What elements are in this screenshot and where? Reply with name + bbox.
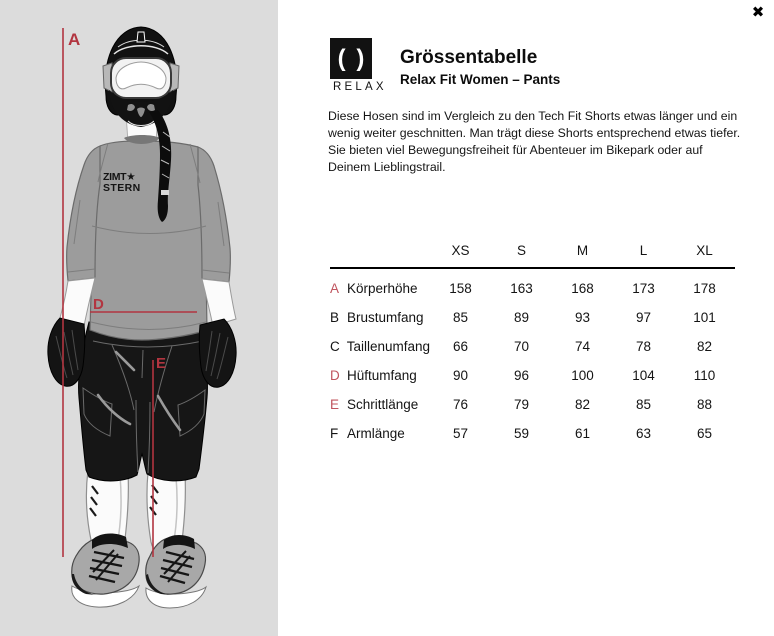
description-line: Deinem Lieblingstrail. (328, 160, 446, 174)
measure-value: 70 (513, 339, 530, 354)
jersey-logo-line2: STERN (103, 182, 141, 194)
jersey-logo-line1: ZIMT★ (103, 171, 136, 183)
measure-label: Taillenumfang (346, 339, 431, 354)
measure-value: 168 (571, 281, 594, 296)
measure-label: Körperhöhe (347, 281, 418, 296)
size-col-header: XS (451, 243, 470, 258)
measure-key: D (330, 368, 340, 383)
measure-value: 79 (513, 397, 530, 412)
measure-value: 90 (452, 368, 469, 383)
measure-label-e: E (156, 355, 167, 372)
figure-panel (0, 0, 278, 636)
description-line: Diese Hosen sind im Vergleich zu den Tech Fit Shorts etwas länger und ein (328, 109, 738, 123)
measure-value: 88 (696, 397, 713, 412)
measure-value: 104 (632, 368, 655, 383)
measure-cell (330, 310, 430, 325)
measure-label-d: D (93, 296, 104, 313)
measure-value: 65 (696, 426, 713, 441)
description-line: wenig weiter geschnitten. Man trägt diese Shorts entsprechend etwas tiefer. (328, 126, 741, 140)
measure-value: 66 (452, 339, 469, 354)
measure-value: 163 (510, 281, 533, 296)
size-col-header: XL (696, 243, 713, 258)
page-title: Grössentabelle (400, 47, 538, 68)
measure-cell (330, 368, 430, 383)
size-table-row (330, 390, 735, 419)
close-icon: ✖ (751, 4, 765, 21)
figure-sneakers (72, 534, 206, 608)
figure-jersey (67, 135, 231, 340)
measure-value: 93 (574, 310, 591, 325)
brand-logo (330, 38, 387, 93)
brand-logo-square (330, 38, 372, 79)
size-table-divider (330, 267, 735, 269)
measure-value: 96 (513, 368, 530, 383)
measure-label: Schrittlänge (347, 397, 419, 412)
measure-key: C (330, 339, 340, 354)
measure-value: 100 (571, 368, 594, 383)
measure-label: Armlänge (347, 426, 405, 441)
size-col-header: S (516, 243, 526, 258)
measure-value: 97 (635, 310, 652, 325)
size-table-row (330, 361, 735, 390)
measure-key: E (330, 397, 340, 412)
size-table (330, 240, 735, 448)
brand-parentheses-icon: ( ) (337, 44, 367, 72)
description-line: Sie bieten viel Bewegungsfreiheit für Abenteuer im Bikepark oder auf (328, 143, 703, 157)
figure-shorts (79, 322, 208, 481)
measure-cell (330, 281, 430, 296)
size-table-header (330, 240, 735, 264)
measure-value: 110 (693, 368, 716, 383)
description (328, 108, 740, 176)
measure-value: 85 (452, 310, 469, 325)
brand-logo-text: RELAX (333, 81, 387, 93)
size-table-row (330, 274, 735, 303)
measure-value: 82 (574, 397, 591, 412)
measure-value: 78 (635, 339, 652, 354)
size-table-row (330, 419, 735, 448)
measure-cell (330, 339, 430, 354)
measure-value: 173 (632, 281, 655, 296)
page-subtitle: Relax Fit Women – Pants (400, 72, 561, 87)
measure-value: 101 (693, 310, 716, 325)
size-col-header: M (576, 243, 589, 258)
measure-label: Hüftumfang (347, 368, 417, 383)
measure-value: 158 (449, 281, 472, 296)
measure-value: 61 (574, 426, 591, 441)
measure-label: Brustumfang (347, 310, 424, 325)
measure-value: 89 (513, 310, 530, 325)
size-figure-illustration (0, 0, 278, 636)
measure-value: 76 (452, 397, 469, 412)
measure-value: 85 (635, 397, 652, 412)
measure-value: 59 (513, 426, 530, 441)
measure-value: 74 (574, 339, 591, 354)
measure-key: A (330, 281, 340, 296)
size-table-body (330, 274, 735, 448)
measure-cell (330, 397, 430, 412)
measure-value: 82 (696, 339, 713, 354)
measure-key: B (330, 310, 340, 325)
measure-value: 63 (635, 426, 652, 441)
size-table-row (330, 303, 735, 332)
measure-label-a: A (68, 30, 81, 49)
size-table-row (330, 332, 735, 361)
measure-value: 57 (452, 426, 469, 441)
size-col-header: L (639, 243, 648, 258)
figure-head (103, 27, 179, 127)
measure-cell (330, 426, 430, 441)
measure-value: 178 (693, 281, 716, 296)
measure-key: F (330, 426, 339, 441)
close-button[interactable] (746, 1, 770, 23)
